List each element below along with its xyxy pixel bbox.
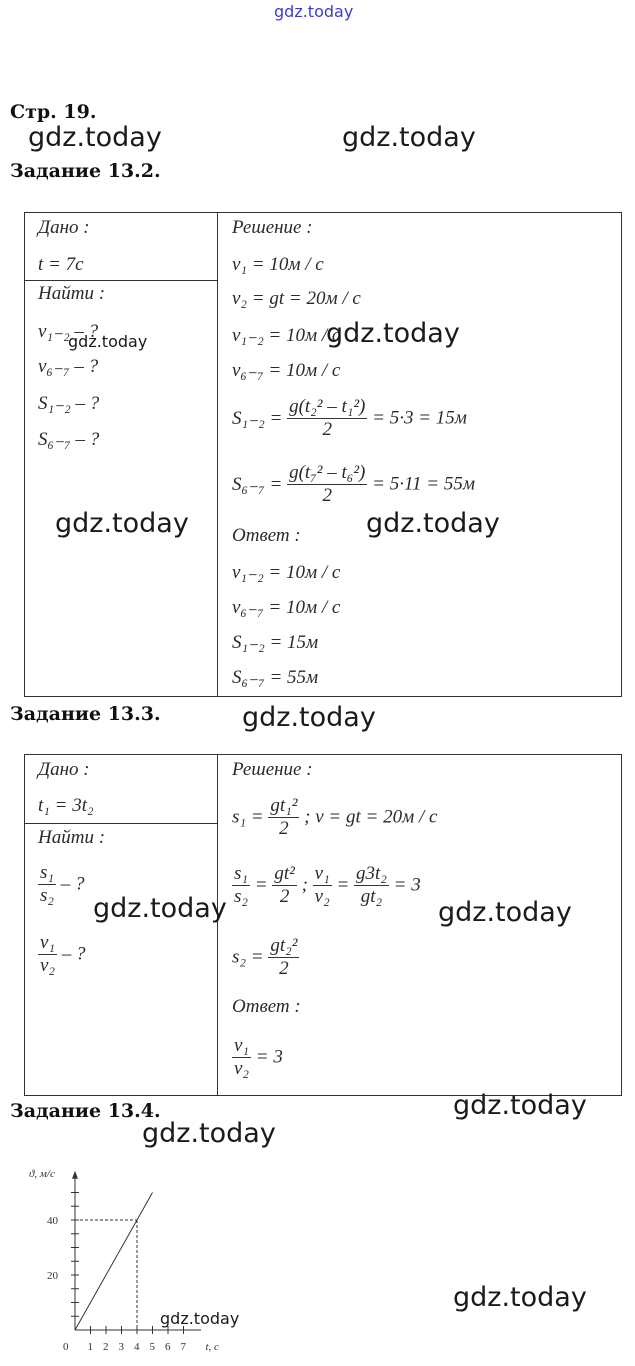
solution-line: $\frac{\text{s₁}}{\text{s₂}}$ = $\frac{\text{gt²}}{2}$ ; $\frac{\text{v₁}}{\text{v₂}}$ = $\frac{\text{g3t₂}}{\text{gt₂}}$ = 3 [234,863,421,907]
table-divider [24,280,217,281]
find-item [38,862,85,907]
formula-s12 [232,396,467,441]
formula-s12-right: = 5·3 = 15м [372,407,467,429]
solution-den: 2 [279,818,289,839]
answer-text: = 3 [255,1046,283,1068]
y-axis-arrow [72,1171,78,1179]
find-num: v₁ [40,932,56,953]
find-fraction [38,932,57,977]
solution-line: v₁ = 10м / с [232,254,324,275]
watermark: gdz.today [55,508,189,539]
formula-s67-den: 2 [322,485,332,506]
table-divider [217,754,218,1095]
solution-num: g3t₂ [356,863,387,884]
solution-den: s₂ [234,886,248,907]
watermark: gdz.today [93,893,227,924]
solution-heading: Решение : [232,217,313,238]
solution-heading: Решение : [232,759,313,780]
solution-den: 2 [279,886,290,907]
solution-num: gt² [274,863,295,884]
solution-text: s₁ = [232,806,264,828]
find-num: s₁ [40,862,54,883]
answer-fraction [232,1035,251,1080]
answer-num: v₁ [234,1035,250,1056]
find-item [38,932,86,977]
find-den: v₂ [40,955,56,976]
y-tick-label: 20 [47,1270,58,1282]
find-item: S₆₋₇ – ? [38,429,100,450]
answer-line: v₆₋₇ = 10м / с [232,597,341,618]
given-value: t = 7с [38,254,84,275]
watermark: gdz.today [68,332,148,351]
y-tick-label: 40 [47,1215,58,1227]
find-item: v₆₋₇ – ? [38,356,99,377]
solution-text: ; v = gt = 20м / с [304,806,438,828]
solution-num: gt₂² [270,935,298,956]
answer-line: S₁₋₂ = 15м [232,632,319,653]
solution-num: gt₁² [270,795,298,816]
watermark: gdz.today [453,1090,587,1121]
formula-s12-den: 2 [322,419,332,440]
find-fraction [38,862,56,907]
task-13-3-title: Задание 13.3. [10,703,161,725]
answer-heading: Ответ : [232,996,301,1017]
watermark: gdz.today [28,122,162,153]
answer-line [232,1035,283,1080]
find-item: S₁₋₂ – ? [38,393,100,414]
y-axis-label: ϑ, м/с [29,1167,55,1180]
x-tick-label: 0 [63,1341,69,1353]
x-tick-label: 2 [103,1341,109,1353]
velocity-chart [0,1150,270,1360]
formula-s67-right: = 5·11 = 55м [372,473,475,495]
task-13-2-title: Задание 13.2. [10,160,161,182]
table-divider [217,212,218,696]
watermark: gdz.today [242,702,376,733]
solution-fraction [313,863,332,908]
formula-s12-fraction [287,396,367,441]
x-tick-label: 3 [118,1341,124,1353]
watermark: gdz.today [453,1282,587,1313]
watermark: gdz.today [160,1309,240,1328]
solution-fraction [232,863,250,908]
formula-s12-num: g(t₂² – t₁²) [289,396,366,417]
x-axis-label: t, с [205,1341,219,1353]
watermark: gdz.today [326,318,460,349]
formula-s67 [232,462,475,507]
solution-num: s₁ [234,863,248,884]
watermark: gdz.today [142,1118,276,1149]
answer-line: S₆₋₇ = 55м [232,667,319,688]
solution-line [232,935,299,980]
find-question: – ? [61,943,86,965]
formula-s67-fraction [287,462,367,507]
x-tick-label: 4 [134,1341,140,1353]
solution-num: v₁ [314,863,330,884]
solution-line: v₁₋₂ = 10м / с [232,325,341,346]
find-heading: Найти : [38,827,106,848]
solution-fraction [272,863,296,908]
given-heading: Дано : [38,217,90,238]
x-tick-label: 7 [180,1341,186,1353]
find-den: s₂ [40,885,54,906]
watermark-top: gdz.today [274,2,354,21]
answer-heading: Ответ : [232,525,301,546]
x-tick-label: 5 [149,1341,155,1353]
task-13-4-title: Задание 13.4. [10,1100,161,1122]
solution-fraction [354,863,389,908]
find-question: – ? [60,873,85,895]
solution-line: v₂ = gt = 20м / с [232,288,361,309]
find-item: v₁₋₂ – ? [38,321,99,342]
solution-den: v₂ [314,886,330,907]
solution-text: = 3 [393,874,421,896]
series-line [75,1193,153,1331]
solution-den: gt₂ [360,886,383,907]
solution-fraction [268,935,299,980]
given-heading: Дано : [38,759,90,780]
table-divider [24,823,217,824]
solution-den: 2 [279,958,289,979]
watermark: gdz.today [366,508,500,539]
answer-den: v₂ [234,1058,250,1079]
solution-line: v₆₋₇ = 10м / с [232,360,341,381]
formula-s67-num: g(t₇² – t₆²) [289,462,366,483]
solution-line [232,795,437,840]
formula-s67-left: S₆₋₇ = [232,474,283,495]
x-tick-label: 1 [87,1341,93,1353]
given-value: t₁ = 3t₂ [38,795,94,816]
watermark: gdz.today [342,122,476,153]
find-heading: Найти : [38,283,106,304]
watermark: gdz.today [438,897,572,928]
solution-fraction [268,795,299,840]
task-13-2-table [24,212,622,697]
page-label: Стр. 19. [10,101,97,123]
solution-text: s₂ = [232,946,264,968]
formula-s12-left: S₁₋₂ = [232,408,283,429]
answer-line: v₁₋₂ = 10м / с [232,562,341,583]
x-tick-label: 6 [165,1341,171,1353]
